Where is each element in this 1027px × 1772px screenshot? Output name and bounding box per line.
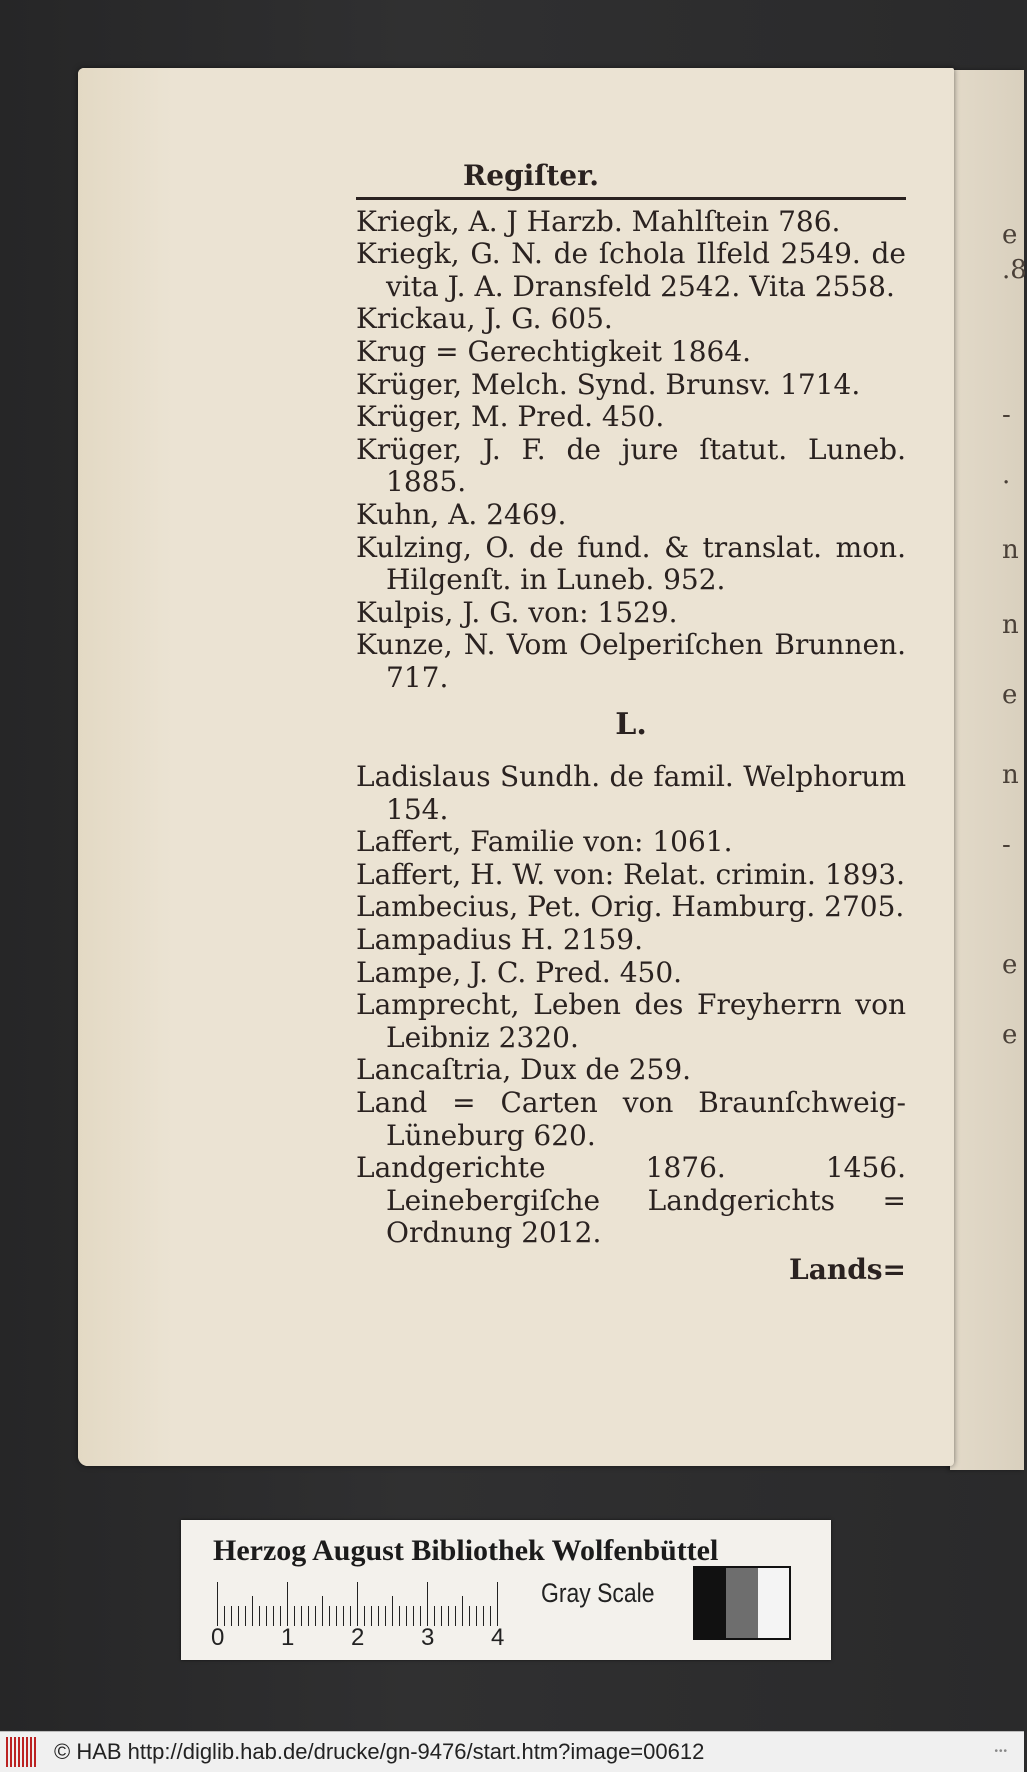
ruler-tick bbox=[406, 1606, 407, 1626]
register-entry: Laffert, Familie von: 1061. bbox=[356, 825, 733, 859]
facing-page-mark: e bbox=[1002, 220, 1018, 250]
register-text bbox=[356, 160, 906, 1287]
ruler-tick bbox=[476, 1606, 477, 1626]
ruler-tick bbox=[217, 1582, 218, 1626]
ruler-numbers bbox=[205, 1624, 525, 1654]
register-entry: Krüger, Melch. Synd. Brunsv. 1714. bbox=[356, 367, 861, 401]
register-entry: Land = Carten von Braunſchweig-Lüneburg 620. bbox=[356, 1086, 906, 1152]
facing-page-mark: n bbox=[1002, 610, 1019, 640]
ruler-tick bbox=[357, 1582, 358, 1626]
ruler-tick bbox=[308, 1606, 309, 1626]
facing-page-marks bbox=[950, 70, 1027, 1470]
ruler-tick bbox=[490, 1606, 491, 1626]
facing-page-mark: e bbox=[1002, 950, 1018, 980]
register-entry: Krickau, J. G. 605. bbox=[356, 302, 613, 336]
head-rule bbox=[356, 197, 906, 200]
ruler-tick bbox=[448, 1606, 449, 1626]
facing-page-edge bbox=[950, 70, 1027, 1470]
ruler-number: 0 bbox=[211, 1624, 225, 1651]
gray-patch bbox=[758, 1568, 789, 1638]
facing-page-mark: e bbox=[1002, 680, 1018, 710]
ruler-tick bbox=[364, 1606, 365, 1626]
facing-page-mark: n bbox=[1002, 760, 1019, 790]
register-entry: Ladislaus Sundh. de famil. Welphorum 154. bbox=[356, 760, 906, 826]
register-entry: Kriegk, G. N. de ſchola Ilfeld 2549. de vita J. A. Dransfeld 2542. Vita 2558. bbox=[356, 237, 906, 303]
card-title: Herzog August Bibliothek Wolfenbüttel bbox=[213, 1534, 719, 1567]
ruler-tick bbox=[245, 1606, 246, 1626]
register-entry: Kunze, N. Vom Oelperiſchen Brunnen. 717. bbox=[356, 628, 906, 694]
register-entry: Lampe, J. C. Pred. 450. bbox=[356, 955, 683, 989]
ruler-tick bbox=[238, 1606, 239, 1626]
register-entry: Kuhn, A. 2469. bbox=[356, 497, 567, 531]
gray-scale-patches bbox=[693, 1566, 791, 1640]
ruler-tick bbox=[413, 1606, 414, 1626]
ruler-tick bbox=[385, 1606, 386, 1626]
hab-logo-icon bbox=[6, 1737, 46, 1767]
ruler-tick bbox=[343, 1606, 344, 1626]
ruler-tick bbox=[462, 1596, 463, 1626]
register-entry: Krüger, J. F. de jure ſtatut. Luneb. 1885. bbox=[356, 432, 906, 499]
facing-page-mark: - bbox=[1002, 830, 1011, 860]
register-entry: Laffert, H. W. von: Relat. crimin. 1893. bbox=[356, 857, 906, 891]
ruler-tick bbox=[399, 1606, 400, 1626]
ruler-tick bbox=[469, 1606, 470, 1626]
ruler-tick bbox=[427, 1582, 428, 1626]
register-entry: Krüger, M. Pred. 450. bbox=[356, 400, 665, 434]
section-letter: L. bbox=[615, 706, 647, 742]
ruler-tick bbox=[259, 1606, 260, 1626]
ruler-tick bbox=[336, 1606, 337, 1626]
ruler-number: 3 bbox=[421, 1624, 435, 1651]
ruler-tick bbox=[371, 1606, 372, 1626]
ruler-tick bbox=[224, 1606, 225, 1626]
ruler-tick bbox=[273, 1606, 274, 1626]
ruler-tick bbox=[294, 1606, 295, 1626]
gray-scale-label: Gray Scale bbox=[541, 1578, 655, 1608]
register-entry: Lancaſtria, Dux de 259. bbox=[356, 1053, 692, 1087]
ruler-tick bbox=[231, 1606, 232, 1626]
register-entry: Lampadius H. 2159. bbox=[356, 923, 644, 957]
ruler-tick bbox=[483, 1606, 484, 1626]
register-entry: Kriegk, A. J Harzb. Mahlſtein 786. bbox=[356, 204, 841, 238]
ruler-tick bbox=[455, 1606, 456, 1626]
ruler-tick bbox=[378, 1606, 379, 1626]
facing-page-mark: .8 bbox=[1002, 255, 1027, 285]
color-calibration-card bbox=[181, 1520, 831, 1660]
entries-k bbox=[356, 206, 906, 695]
ruler-tick bbox=[497, 1582, 498, 1626]
entries-l bbox=[356, 761, 906, 1250]
register-entry: Krug = Gerechtigkeit 1864. bbox=[356, 334, 752, 368]
register-entry: Landgerichte 1876. 1456. Leinebergiſche Landgerichts = Ordnung 2012. bbox=[356, 1151, 906, 1250]
ruler-tick bbox=[329, 1606, 330, 1626]
gray-patch bbox=[695, 1568, 726, 1638]
ruler-number: 1 bbox=[281, 1624, 295, 1651]
ruler-tick bbox=[441, 1606, 442, 1626]
ruler-tick bbox=[280, 1606, 281, 1626]
ruler-tick bbox=[287, 1582, 288, 1626]
facing-page-mark: e bbox=[1002, 1020, 1018, 1050]
footer-copyright-link[interactable]: © HAB http://diglib.hab.de/drucke/gn-9476/start.htm?image=00612 bbox=[54, 1739, 705, 1764]
facing-page-mark: . bbox=[1002, 460, 1011, 490]
ruler-tick bbox=[315, 1606, 316, 1626]
ruler-number: 4 bbox=[491, 1624, 505, 1651]
gray-patch bbox=[726, 1568, 757, 1638]
catchword: Lands= bbox=[789, 1253, 906, 1286]
ruler-tick bbox=[350, 1606, 351, 1626]
footer-bar bbox=[0, 1731, 1024, 1772]
ruler-number: 2 bbox=[351, 1624, 365, 1651]
register-entry: Lamprecht, Leben des Freyherrn von Leibniz 2320. bbox=[356, 988, 906, 1054]
ruler-scale bbox=[217, 1576, 507, 1626]
ruler-tick bbox=[266, 1606, 267, 1626]
ruler-tick bbox=[434, 1606, 435, 1626]
ruler-tick bbox=[420, 1606, 421, 1626]
ruler-tick bbox=[252, 1596, 253, 1626]
running-head: Regiſter. bbox=[462, 159, 600, 192]
register-entry: Kulpis, J. G. von: 1529. bbox=[356, 595, 678, 629]
ruler-tick bbox=[322, 1596, 323, 1626]
footer-dots: ••• bbox=[994, 1746, 1008, 1757]
facing-page-mark: n bbox=[1002, 535, 1019, 565]
register-entry: Lambecius, Pet. Orig. Hamburg. 2705. bbox=[356, 890, 905, 924]
register-entry: Kulzing, O. de fund. & translat. mon. Hilgenſt. in Luneb. 952. bbox=[356, 530, 906, 597]
ruler-tick bbox=[301, 1606, 302, 1626]
ruler-tick bbox=[392, 1596, 393, 1626]
facing-page-mark: - bbox=[1002, 400, 1011, 430]
